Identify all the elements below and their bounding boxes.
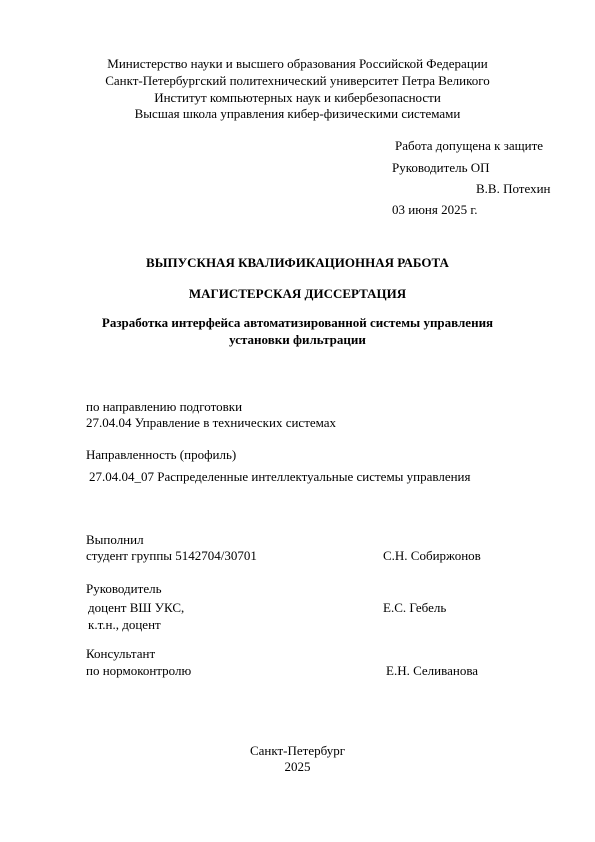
approval-admitted: Работа допущена к защите <box>395 138 544 153</box>
approval-date: 03 июня 2025 г. <box>392 202 478 217</box>
performer-name: С.Н. Собиржонов <box>383 548 481 563</box>
profile-label: Направленность (профиль) <box>86 447 237 462</box>
supervisor-name: Е.С. Гебель <box>383 600 447 615</box>
topic-line-1: Разработка интерфейса автоматизированной системы управления <box>101 315 494 330</box>
direction-label: по направлению подготовки <box>86 399 243 414</box>
work-type-title: ВЫПУСКНАЯ КВАЛИФИКАЦИОННАЯ РАБОТА <box>146 255 449 270</box>
approval-name: В.В. Потехин <box>476 181 551 196</box>
university-line: Санкт-Петербургский политехнический университет Петра Великого <box>105 73 490 88</box>
direction-value: 27.04.04 Управление в технических системах <box>86 415 337 430</box>
performer-label: Выполнил <box>86 532 144 547</box>
approval-role: Руководитель ОП <box>392 160 490 175</box>
consultant-label: Консультант <box>86 646 156 661</box>
supervisor-position: доцент ВШ УКС, <box>88 600 185 615</box>
consultant-name: Е.Н. Селиванова <box>386 663 479 678</box>
school-line: Высшая школа управления кибер-физическими системами <box>134 106 461 121</box>
profile-value: 27.04.04_07 Распределенные интеллектуальные системы управления <box>89 469 471 484</box>
consultant-position: по нормоконтролю <box>86 663 192 678</box>
ministry-line: Министерство науки и высшего образования Российской Федерации <box>107 56 488 71</box>
topic-line-2: установки фильтрации <box>229 332 366 347</box>
supervisor-degree: к.т.н., доцент <box>88 617 161 632</box>
footer-city: Санкт-Петербург <box>249 743 346 758</box>
institute-line: Институт компьютерных наук и кибербезопасности <box>154 90 441 105</box>
supervisor-label: Руководитель <box>86 581 162 596</box>
degree-title: МАГИСТЕРСКАЯ ДИССЕРТАЦИЯ <box>188 286 407 301</box>
footer-year: 2025 <box>284 759 311 774</box>
performer-position: студент группы 5142704/30701 <box>86 548 257 563</box>
